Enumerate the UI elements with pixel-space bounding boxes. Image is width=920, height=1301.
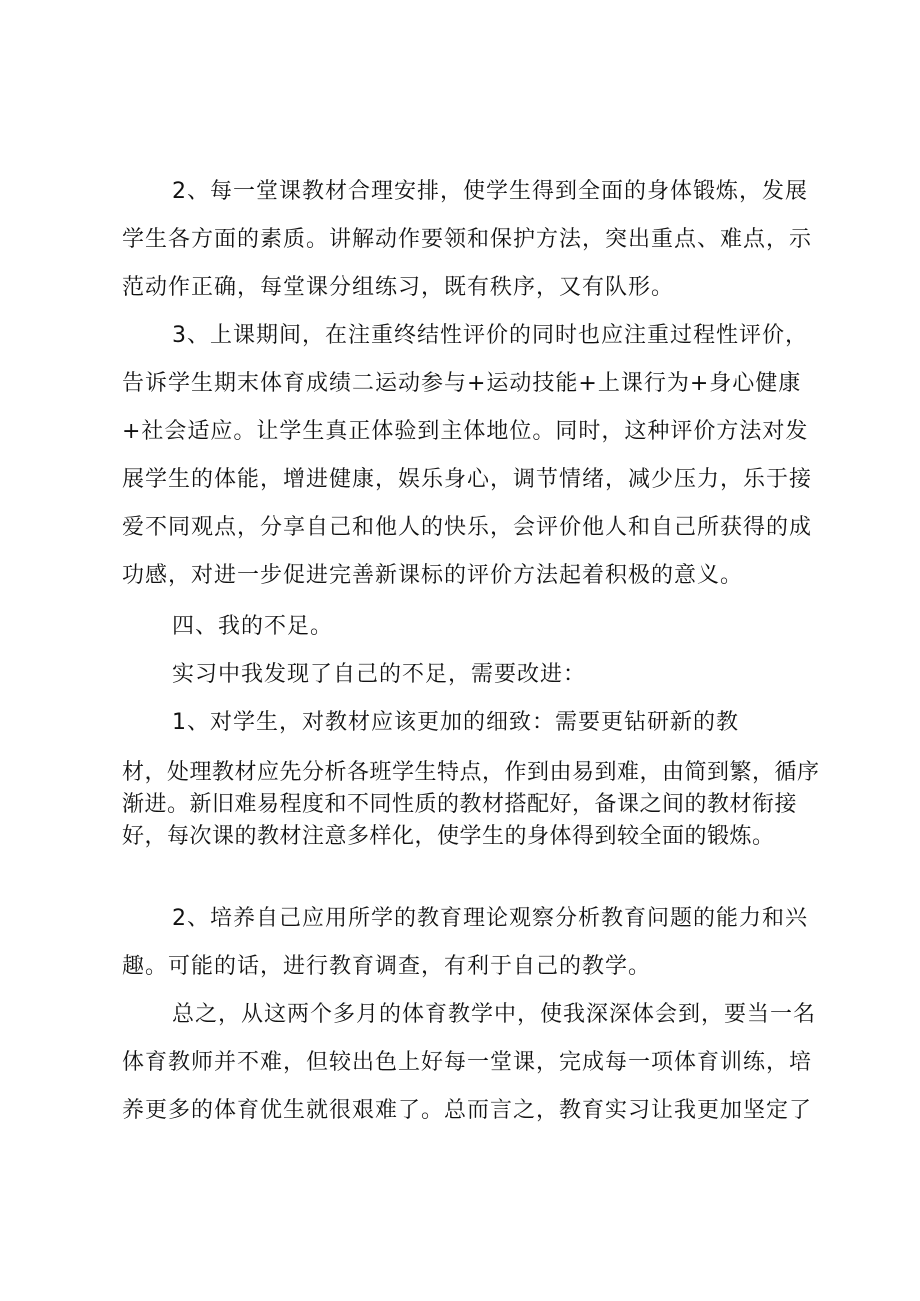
paragraph-teaching-arrangement: 2、每一堂课教材合理安排，使学生得到全面的身体锻炼，发展学生各方面的素质。讲解动作要领和保护方法，突出重点、难点，示范动作正确，每堂课分组练习，既有秩序，又有队形。 xyxy=(122,179,813,300)
paragraph-point-one-continued: 材，处理教材应先分析各班学生特点，作到由易到难，由简到繁，循序渐进。新旧难易程度和不同性质的教材搭配好，备课之间的教材衔接好，每次课的教材注意多样化，使学生的身体得到较全面的锻炼。 xyxy=(122,760,820,849)
paragraph-evaluation: 3、上课期间，在注重终结性评价的同时也应注重过程性评价，告诉学生期末体育成绩二运动参与+运动技能+上课行为+身心健康+社会适应。让学生真正体验到主体地位。同时，这种评价方法对发展学生的体能，增进健康，娱乐身心，调节情绪，减少压力，乐于接爱不同观点，分享自己和他人的快乐，会评价他人和自己所获得的成功感，对进一步促进完善新课标的评价方法起着积极的意义。 xyxy=(122,323,813,588)
section-heading-shortcomings: 四、我的不足。 xyxy=(172,614,334,639)
paragraph-point-one-start: 1、对学生，对教材应该更加的细致：需要更钻研新的教 xyxy=(172,710,739,735)
paragraph-conclusion: 总之，从这两个多月的体育教学中，使我深深体会到，要当一名体育教师并不难，但较出色上好每一堂课，完成每一项体育训练，培养更多的体育优生就很艰难了。总而言之，教育实习让我更加坚定了 xyxy=(122,1002,817,1123)
paragraph-intro-shortcomings: 实习中我发现了自己的不足，需要改进： xyxy=(172,662,587,687)
paragraph-point-two: 2、培养自己应用所学的教育理论观察分析教育问题的能力和兴趣。可能的话，进行教育调查，有利于自己的教学。 xyxy=(122,906,808,979)
